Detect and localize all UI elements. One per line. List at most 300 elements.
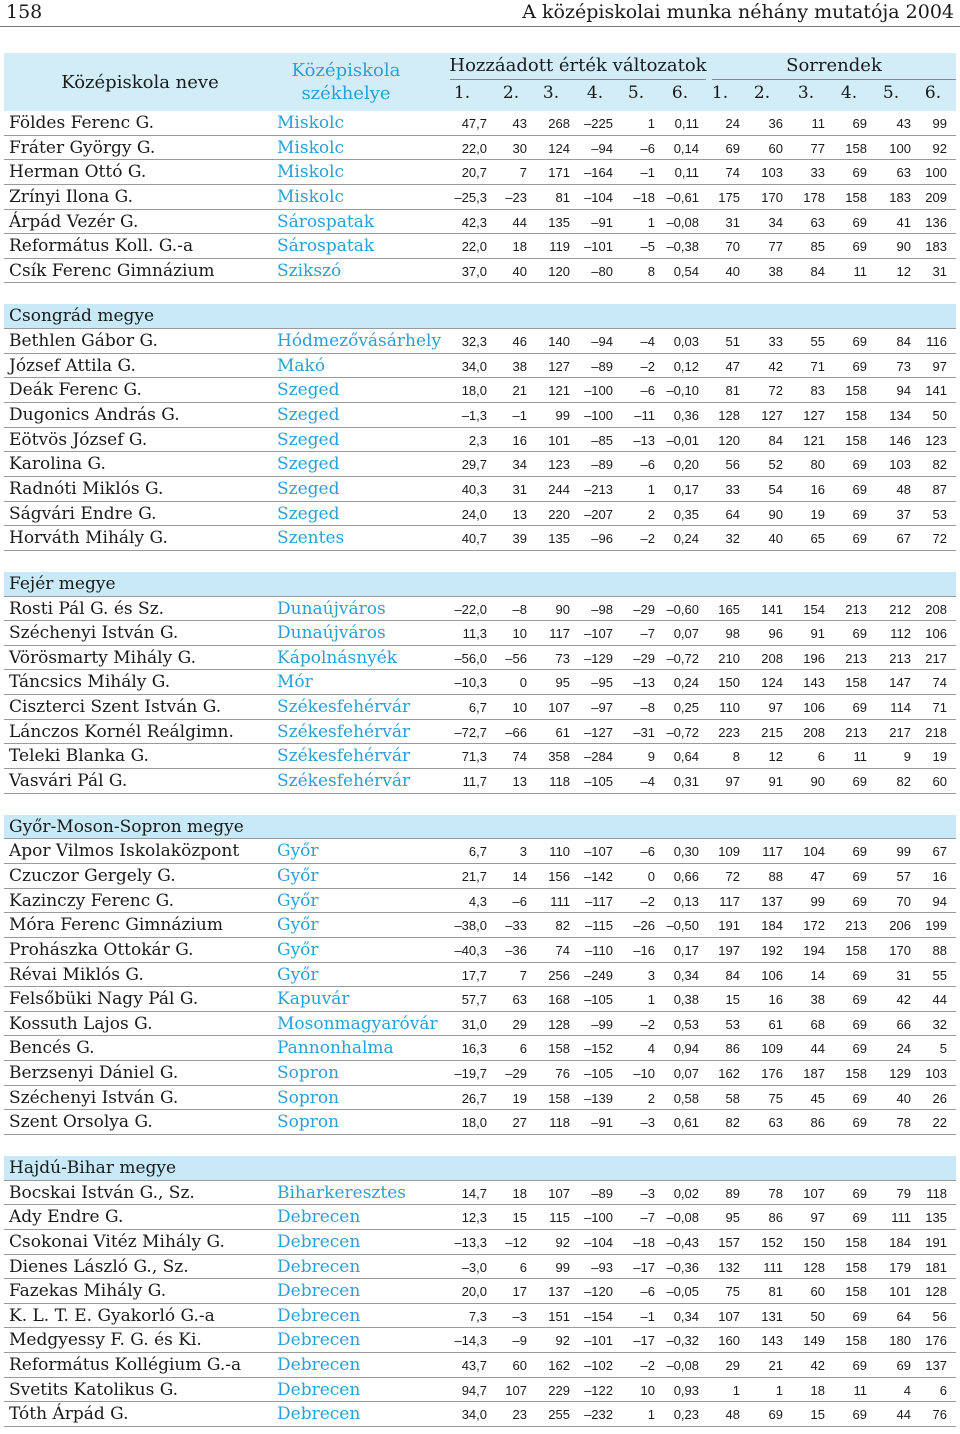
added-value-1: –25,3	[454, 189, 487, 205]
added-value-3: 117	[549, 626, 570, 642]
rank-1: 32	[725, 531, 740, 547]
added-value-4: –89	[591, 358, 613, 374]
added-value-5: –2	[640, 893, 655, 909]
school-seat: Biharkeresztes	[277, 1182, 406, 1203]
added-value-5: –29	[633, 650, 655, 666]
added-value-2: 6	[519, 1259, 527, 1275]
school-name: Református Koll. G.-a	[9, 236, 194, 257]
rank-4: 69	[852, 1016, 867, 1032]
added-value-3: 118	[549, 1115, 570, 1131]
rank-3: 97	[810, 1210, 825, 1226]
added-value-2: –23	[505, 189, 527, 205]
added-value-2: 46	[512, 334, 527, 350]
added-value-2: 18	[512, 1185, 527, 1201]
added-value-6: 0,24	[673, 675, 699, 691]
added-value-2: 21	[512, 383, 527, 399]
header-value-col-1: 1.	[453, 83, 471, 103]
rank-6: 116	[926, 334, 947, 350]
rank-1: 157	[718, 1234, 740, 1250]
rank-4: 158	[845, 383, 867, 399]
rank-6: 5	[939, 1041, 947, 1057]
rank-4: 69	[852, 1308, 867, 1324]
school-seat: Győr	[277, 915, 319, 936]
school-seat: Debrecen	[277, 1305, 361, 1326]
rank-2: 117	[762, 844, 783, 860]
rank-1: 82	[725, 1115, 740, 1131]
added-value-3: 135	[548, 214, 570, 230]
added-value-6: 0,36	[673, 408, 699, 424]
added-value-6: 0,66	[673, 868, 699, 884]
added-value-2: 10	[512, 626, 527, 642]
table-row	[4, 963, 956, 988]
added-value-6: –0,08	[666, 214, 699, 230]
added-value-5: –1	[640, 1308, 655, 1324]
rank-5: 179	[889, 1259, 911, 1275]
added-value-5: –13	[633, 675, 655, 691]
rank-5: 79	[896, 1185, 911, 1201]
added-value-6: –0,10	[666, 383, 699, 399]
added-value-2: 10	[512, 700, 527, 716]
added-value-1: 6,7	[468, 844, 487, 860]
rank-5: 12	[896, 263, 911, 279]
header-value-col-4: 4.	[586, 83, 604, 103]
rank-2: 103	[761, 165, 783, 181]
rank-1: 64	[725, 506, 740, 522]
added-value-1: 34,0	[461, 358, 487, 374]
rank-6: 50	[932, 408, 947, 424]
rank-3: 44	[810, 1041, 825, 1057]
rank-5: 78	[896, 1115, 911, 1131]
rank-1: 33	[725, 481, 740, 497]
school-name: Dienes László G., Sz.	[9, 1256, 189, 1277]
added-value-2: –12	[505, 1234, 527, 1250]
table-row	[4, 259, 956, 284]
rank-2: 109	[761, 1041, 783, 1057]
school-name: Bethlen Gábor G.	[9, 331, 158, 352]
added-value-6: 0,24	[673, 531, 699, 547]
added-value-5: –10	[633, 1066, 655, 1082]
table-row	[4, 502, 956, 527]
header-added-value-group: Hozzáadott érték változatok	[449, 55, 707, 76]
added-value-1: 18,0	[461, 1115, 487, 1131]
rank-6: 88	[932, 942, 947, 958]
added-value-2: 18	[512, 239, 527, 255]
rank-6: 67	[932, 844, 947, 860]
added-value-3: 74	[555, 942, 570, 958]
added-value-4: –284	[584, 749, 613, 765]
added-value-4: –100	[584, 1210, 613, 1226]
rank-1: 56	[725, 457, 740, 473]
school-name: Református Kollégium G.-a	[9, 1355, 242, 1376]
table-row	[4, 1402, 956, 1427]
added-value-4: –225	[584, 116, 613, 131]
added-value-3: 76	[555, 1066, 570, 1082]
region-heading	[4, 1156, 956, 1181]
table-row	[4, 1061, 956, 1086]
rank-3: 47	[810, 868, 825, 884]
rank-4: 69	[852, 116, 867, 131]
rank-6: 103	[925, 1066, 947, 1082]
added-value-6: 0,02	[673, 1185, 699, 1201]
school-seat: Szeged	[277, 478, 340, 499]
school-name: Révai Miklós G.	[9, 964, 144, 985]
school-seat: Székesfehérvár	[277, 771, 411, 792]
rank-4: 69	[852, 844, 867, 860]
added-value-6: 0,35	[673, 506, 699, 522]
rank-2: 97	[768, 700, 783, 716]
table-row	[4, 526, 956, 551]
added-value-2: 60	[512, 1358, 527, 1374]
rank-2: 111	[763, 1259, 783, 1275]
rank-3: 99	[810, 893, 825, 909]
added-value-4: –101	[584, 1333, 613, 1349]
added-value-1: –56,0	[454, 650, 487, 666]
table-row	[4, 1181, 956, 1206]
rank-5: 129	[889, 1066, 911, 1082]
rank-1: 197	[718, 942, 740, 958]
school-name: Ciszterci Szent István G.	[9, 697, 222, 718]
rank-6: 100	[925, 165, 947, 181]
school-name: Csokonai Vitéz Mihály G.	[9, 1231, 225, 1252]
added-value-4: –91	[591, 1115, 613, 1131]
school-seat: Sárospatak	[277, 211, 375, 232]
rank-5: 170	[889, 942, 911, 958]
rank-6: 16	[932, 868, 947, 884]
added-value-4: –139	[584, 1090, 613, 1106]
added-value-5: –13	[633, 432, 655, 448]
rank-3: 208	[803, 724, 825, 740]
rank-3: 106	[803, 700, 825, 716]
added-value-6: –0,60	[666, 601, 699, 617]
added-value-5: –6	[640, 457, 655, 473]
school-seat: Dunaújváros	[277, 623, 386, 644]
rank-1: 120	[718, 432, 740, 448]
added-value-3: 115	[549, 1210, 570, 1226]
school-name: Móra Ferenc Gimnázium	[9, 915, 223, 936]
added-value-3: 73	[555, 650, 570, 666]
school-seat: Szeged	[277, 429, 340, 450]
added-value-4: –127	[584, 724, 613, 740]
school-seat: Mosonmagyaróvár	[277, 1013, 438, 1034]
rank-4: 69	[852, 1358, 867, 1374]
added-value-5: –3	[640, 1115, 655, 1131]
added-value-6: 0,23	[673, 1407, 699, 1423]
added-value-4: –104	[584, 189, 613, 205]
added-value-3: 92	[555, 1333, 570, 1349]
added-value-3: 61	[555, 724, 570, 740]
rank-5: 101	[889, 1284, 911, 1300]
added-value-6: –0,61	[666, 189, 699, 205]
school-name: Medgyessy F. G. és Ki.	[9, 1330, 202, 1351]
school-seat: Szeged	[277, 405, 340, 426]
rank-4: 158	[845, 189, 867, 205]
header-rank-col-5: 5.	[882, 83, 900, 103]
added-value-2: 3	[519, 844, 527, 860]
rank-5: 57	[896, 868, 911, 884]
added-value-5: 2	[647, 1090, 655, 1106]
added-value-6: –0,50	[666, 918, 699, 934]
rank-4: 69	[852, 1090, 867, 1106]
added-value-4: –93	[591, 1259, 613, 1275]
rank-3: 65	[810, 531, 825, 547]
rank-6: 26	[932, 1090, 947, 1106]
rank-5: 42	[896, 992, 911, 1008]
header-rank-col-1: 1.	[711, 83, 729, 103]
rank-3: 83	[810, 383, 825, 399]
added-value-4: –91	[591, 214, 613, 230]
added-value-5: –2	[640, 358, 655, 374]
added-value-2: –1	[512, 408, 527, 424]
rank-4: 69	[852, 700, 867, 716]
added-value-2: 14	[512, 868, 527, 884]
school-name: Ady Endre G.	[9, 1207, 124, 1228]
added-value-4: –94	[591, 140, 613, 156]
added-value-1: 20,7	[461, 165, 487, 181]
rank-1: 86	[725, 1041, 740, 1057]
rank-1: 223	[718, 724, 740, 740]
added-value-6: 0,07	[673, 626, 699, 642]
school-seat: Makó	[277, 355, 326, 376]
added-value-4: –249	[584, 967, 613, 983]
rank-4: 11	[853, 749, 867, 765]
added-value-1: –14,3	[454, 1333, 487, 1349]
rank-2: 42	[768, 358, 783, 374]
rank-1: 53	[725, 1016, 740, 1032]
rank-3: 128	[803, 1259, 825, 1275]
added-value-4: –107	[584, 626, 613, 642]
school-seat: Szeged	[277, 503, 340, 524]
added-value-6: –0,72	[666, 650, 699, 666]
added-value-4: –232	[584, 1407, 613, 1423]
school-seat: Székesfehérvár	[277, 721, 411, 742]
added-value-4: –105	[584, 774, 613, 790]
rank-3: 42	[810, 1358, 825, 1374]
school-seat: Győr	[277, 841, 319, 862]
added-value-2: 74	[512, 749, 527, 765]
school-name: Rosti Pál G. és Sz.	[9, 598, 165, 619]
added-value-3: 158	[548, 1041, 570, 1057]
table-row	[4, 938, 956, 963]
rank-4: 69	[852, 481, 867, 497]
rank-2: 91	[768, 774, 783, 790]
region-name: Csongrád megye	[9, 306, 155, 327]
rank-2: 78	[768, 1185, 783, 1201]
rank-4: 69	[852, 506, 867, 522]
rank-1: 110	[719, 700, 740, 716]
added-value-3: 135	[548, 531, 570, 547]
added-value-2: 16	[512, 432, 527, 448]
added-value-1: –72,7	[454, 724, 487, 740]
rank-5: 64	[896, 1308, 911, 1324]
added-value-6: 0,93	[673, 1382, 699, 1398]
added-value-1: –13,3	[454, 1234, 487, 1250]
table-row	[4, 477, 956, 502]
rank-3: 91	[810, 626, 825, 642]
added-value-6: 0,20	[673, 457, 699, 473]
data-table-body	[4, 111, 956, 1427]
added-value-6: –0,08	[666, 1210, 699, 1226]
added-value-2: –36	[505, 942, 527, 958]
added-value-5: –4	[640, 774, 655, 790]
rank-2: 86	[768, 1210, 783, 1226]
rank-2: 176	[761, 1066, 783, 1082]
added-value-5: –31	[633, 724, 655, 740]
added-value-3: 119	[549, 239, 570, 255]
added-value-5: –2	[640, 1358, 655, 1374]
school-seat: Győr	[277, 939, 319, 960]
region-name: Hajdú-Bihar megye	[9, 1157, 177, 1178]
rank-1: 1	[732, 1382, 740, 1398]
rank-5: 40	[896, 1090, 911, 1106]
rank-6: 44	[932, 992, 947, 1008]
added-value-4: –142	[584, 868, 613, 884]
rank-5: 73	[896, 358, 911, 374]
rank-4: 69	[852, 457, 867, 473]
added-value-2: 31	[512, 481, 527, 497]
rank-4: 11	[853, 1382, 867, 1398]
added-value-3: 168	[548, 992, 570, 1008]
added-value-3: 123	[548, 457, 570, 473]
rank-2: 170	[761, 189, 783, 205]
rank-3: 14	[810, 967, 825, 983]
added-value-1: 37,0	[461, 263, 487, 279]
rank-3: 104	[803, 844, 825, 860]
added-value-1: 29,7	[461, 457, 487, 473]
added-value-2: –33	[505, 918, 527, 934]
rank-5: 70	[896, 893, 911, 909]
added-value-1: –22,0	[454, 601, 487, 617]
table-row	[4, 1230, 956, 1255]
added-value-4: –164	[584, 165, 613, 181]
table-header	[4, 53, 956, 111]
school-name: Táncsics Mihály G.	[9, 672, 171, 693]
added-value-3: 118	[549, 774, 570, 790]
added-value-4: –89	[591, 1185, 613, 1201]
school-seat: Miskolc	[277, 137, 345, 158]
header-value-col-3: 3.	[542, 83, 560, 103]
added-value-4: –99	[591, 1016, 613, 1032]
rank-5: 90	[896, 239, 911, 255]
rank-4: 69	[852, 1185, 867, 1201]
rank-1: 58	[725, 1090, 740, 1106]
page-number: 158	[6, 1, 43, 23]
added-value-5: –5	[640, 239, 655, 255]
added-value-3: 127	[548, 358, 570, 374]
rank-6: 191	[925, 1234, 947, 1250]
rank-1: 15	[725, 992, 740, 1008]
added-value-1: –40,3	[454, 942, 487, 958]
added-value-2: 27	[512, 1115, 527, 1131]
added-value-2: 39	[512, 531, 527, 547]
header-value-col-5: 5.	[627, 83, 645, 103]
added-value-2: –3	[512, 1308, 527, 1324]
rank-3: 187	[803, 1066, 825, 1082]
rank-2: 192	[761, 942, 783, 958]
added-value-6: 0,11	[674, 165, 699, 181]
school-name: Berzsenyi Dániel G.	[9, 1063, 179, 1084]
added-value-1: 40,3	[461, 481, 487, 497]
added-value-5: –26	[633, 918, 655, 934]
rank-3: 15	[810, 1407, 825, 1423]
added-value-1: –10,3	[454, 675, 487, 691]
added-value-3: 162	[548, 1358, 570, 1374]
rank-2: 143	[761, 1333, 783, 1349]
added-value-6: –0,36	[666, 1259, 699, 1275]
school-seat: Debrecen	[277, 1256, 361, 1277]
added-value-2: 13	[512, 506, 527, 522]
school-seat: Sopron	[277, 1112, 340, 1133]
added-value-5: 1	[647, 214, 655, 230]
section-spacer	[4, 794, 956, 815]
school-seat: Pannonhalma	[277, 1038, 394, 1059]
rank-3: 77	[810, 140, 825, 156]
rank-3: 50	[810, 1308, 825, 1324]
table-row	[4, 1279, 956, 1304]
added-value-2: –56	[505, 650, 527, 666]
school-name: Felsőbüki Nagy Pál G.	[9, 989, 199, 1010]
rank-6: 97	[932, 358, 947, 374]
table-row	[4, 329, 956, 354]
added-value-6: 0,25	[673, 700, 699, 716]
school-name: Fráter György G.	[9, 137, 156, 158]
added-value-6: –0,08	[666, 1358, 699, 1374]
rank-4: 213	[845, 601, 867, 617]
added-value-2: 6	[519, 1041, 527, 1057]
school-name: Földes Ferenc G.	[9, 113, 154, 133]
rank-2: 38	[768, 263, 783, 279]
rank-1: 8	[732, 749, 740, 765]
table-row	[4, 889, 956, 914]
school-seat: Miskolc	[277, 186, 345, 207]
rank-3: 194	[803, 942, 825, 958]
school-seat: Sopron	[277, 1087, 340, 1108]
added-value-2: 43	[512, 116, 527, 131]
rank-2: 72	[768, 383, 783, 399]
rank-1: 51	[725, 334, 740, 350]
rank-1: 74	[725, 165, 740, 181]
added-value-4: –105	[584, 992, 613, 1008]
rank-5: 114	[890, 700, 911, 716]
rank-2: 40	[768, 531, 783, 547]
rank-6: 199	[925, 918, 947, 934]
rank-3: 178	[803, 189, 825, 205]
rank-5: 41	[896, 214, 911, 230]
added-value-5: –1	[640, 165, 655, 181]
table-row	[4, 1353, 956, 1378]
school-seat: Debrecen	[277, 1404, 361, 1425]
rank-1: 47	[725, 358, 740, 374]
school-name: Horváth Mihály G.	[9, 528, 168, 549]
rank-4: 69	[852, 1210, 867, 1226]
rank-5: 66	[896, 1016, 911, 1032]
added-value-2: 30	[512, 140, 527, 156]
rank-2: 60	[768, 140, 783, 156]
rank-1: 132	[718, 1259, 740, 1275]
added-value-4: –117	[585, 893, 613, 909]
added-value-2: 19	[512, 1090, 527, 1106]
added-value-6: 0,61	[673, 1115, 699, 1131]
added-value-1: –19,7	[454, 1066, 487, 1082]
rank-5: 4	[903, 1382, 911, 1398]
added-value-3: 244	[548, 481, 570, 497]
rank-3: 11	[811, 116, 825, 131]
rank-6: 123	[925, 432, 947, 448]
rank-5: 134	[889, 408, 911, 424]
rank-5: 184	[889, 1234, 911, 1250]
school-seat: Debrecen	[277, 1231, 361, 1252]
table-row	[4, 428, 956, 453]
rank-3: 90	[810, 774, 825, 790]
